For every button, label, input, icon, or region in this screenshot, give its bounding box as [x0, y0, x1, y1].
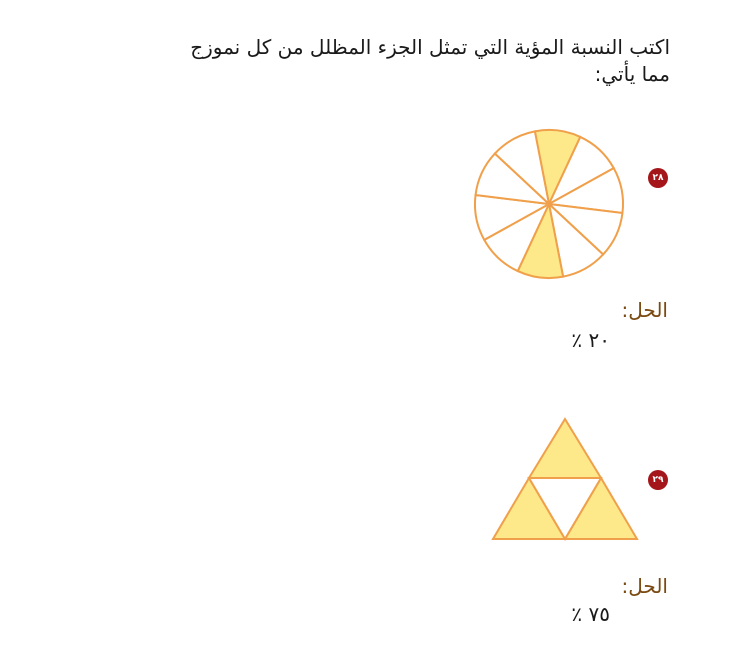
question-line-1: اكتب النسبة المؤية التي تمثل الجزء المظلل من كل نموزج: [190, 35, 670, 59]
item-29-answer: ٧٥ ٪: [571, 602, 610, 626]
triangle-model: [490, 417, 640, 542]
item-28-number-badge: ٢٨: [648, 168, 668, 188]
question-text: [110, 34, 670, 88]
triangle-top-part: [529, 419, 601, 478]
item-29-solution-label: الحل:: [621, 574, 668, 598]
circle-model: [470, 126, 630, 286]
item-28-answer: ٢٠ ٪: [571, 328, 610, 352]
item-29-number-badge: ٢٩: [648, 470, 668, 490]
question-line-2: مما يأتي:: [594, 62, 670, 86]
item-28-solution-label: الحل:: [621, 298, 668, 322]
